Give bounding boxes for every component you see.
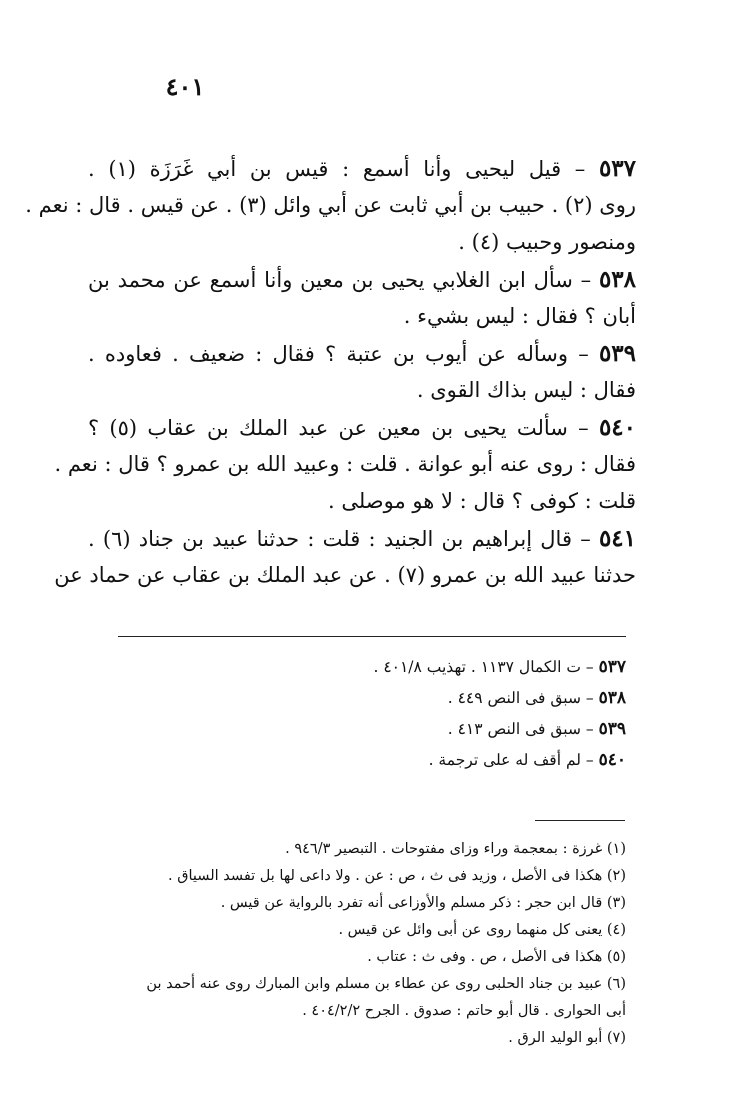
text-line: [54, 446, 636, 483]
footnote-divider: [535, 820, 625, 821]
entry-number: ٥٣٩: [598, 340, 636, 367]
footnote: (٣) قال ابن حجر : ذكر مسلم والأوزاعى أنه تفرد بالرواية عن قيس .: [220, 895, 626, 911]
reference-item: [300, 745, 626, 776]
reference-number: ٥٣٨: [598, 688, 626, 708]
reference-item: [300, 714, 626, 745]
entry-number: ٥٤٠: [598, 414, 636, 441]
reference-item: [300, 652, 626, 683]
line-text: – سأل ابن الغلابي يحيى بن معين وأنا أسمع عن محمد بن: [88, 268, 599, 292]
reference-text: – سبق فى النص ٤٤٩ .: [447, 689, 599, 707]
footnote-continuation: أبى الحوارى . قال أبو حاتم : صدوق . الجرح ٤٠٤/٢/٢ .: [302, 1003, 626, 1019]
text-line: [88, 372, 636, 409]
line-text: أبان ؟ فقال : ليس بشيء .: [403, 304, 636, 328]
reference-number: ٥٣٧: [598, 657, 626, 677]
text-line: [88, 150, 636, 187]
text-line: [88, 483, 636, 520]
footnotes: [88, 836, 626, 1052]
text-line: [54, 557, 636, 594]
text-line: [88, 409, 636, 446]
text-line: [88, 224, 636, 261]
reference-text: – لم أقف له على ترجمة .: [428, 751, 599, 769]
footnote: (٦) عبيد بن جناد الحلبى روى عن عطاء بن مسلم وابن المبارك روى عنه أحمد بن: [146, 976, 626, 992]
text-line: [88, 298, 636, 335]
line-text: – قال إبراهيم بن الجنيد : قلت : حدثنا عبيد بن جناد (٦) .: [88, 527, 599, 551]
text-line: [88, 261, 636, 298]
line-text: – سألت يحيى بن معين عن عبد الملك بن عقاب (٥) ؟: [88, 416, 599, 440]
reference-number: ٥٤٠: [598, 750, 626, 770]
entry-number: ٥٣٧: [598, 155, 636, 182]
line-text: ومنصور وحبيب (٤) .: [458, 230, 636, 254]
entry-number: ٥٤١: [598, 525, 636, 552]
line-text: فقال : روى عنه أبو عوانة . قلت : وعبيد الله بن عمرو ؟ قال : نعم .: [54, 452, 636, 476]
reference-text: – ت الكمال ١١٣٧ . تهذيب ٤٠١/٨ .: [373, 658, 599, 676]
footnote: (٥) هكذا فى الأصل ، ص . وفى ث : عتاب .: [367, 949, 626, 965]
text-line: [25, 187, 636, 224]
references: [300, 652, 626, 776]
footnote: (٤) يعنى كل منهما روى عن أبى وائل عن قيس .: [338, 922, 626, 938]
footnote: (٢) هكذا فى الأصل ، وزيد فى ث ، ص : عن . ولا داعى لها بل تفسد السياق .: [168, 868, 626, 884]
reference-number: ٥٣٩: [598, 719, 626, 739]
text-line: [88, 335, 636, 372]
text-line: [88, 520, 636, 557]
page-number: ٤٠١: [165, 72, 205, 101]
main-text: [25, 150, 636, 594]
line-text: – قيل ليحيى وأنا أسمع : قيس بن أبي غَرَزَة (١) .: [88, 157, 599, 181]
line-text: – وسأله عن أيوب بن عتبة ؟ فقال : ضعيف . فعاوده .: [88, 342, 599, 366]
reference-text: – سبق فى النص ٤١٣ .: [447, 720, 599, 738]
divider: [118, 636, 626, 637]
line-text: قلت : كوفى ؟ قال : لا هو موصلى .: [327, 489, 636, 513]
line-text: فقال : ليس بذاك القوى .: [416, 378, 636, 402]
line-text: حدثنا عبيد الله بن عمرو (٧) . عن عبد الملك بن عقاب عن حماد عن: [54, 563, 636, 587]
footnote: (٧) أبو الوليد الرق .: [508, 1030, 626, 1046]
reference-item: [300, 683, 626, 714]
entry-number: ٥٣٨: [598, 266, 636, 293]
footnote: (١) غرزة : بمعجمة وراء وزاى مفتوحات . التبصير ٩٤٦/٣ .: [285, 841, 626, 857]
line-text: روى (٢) . حبيب بن أبي ثابت عن أبي وائل (٣) . عن قيس . قال : نعم .: [25, 193, 636, 217]
